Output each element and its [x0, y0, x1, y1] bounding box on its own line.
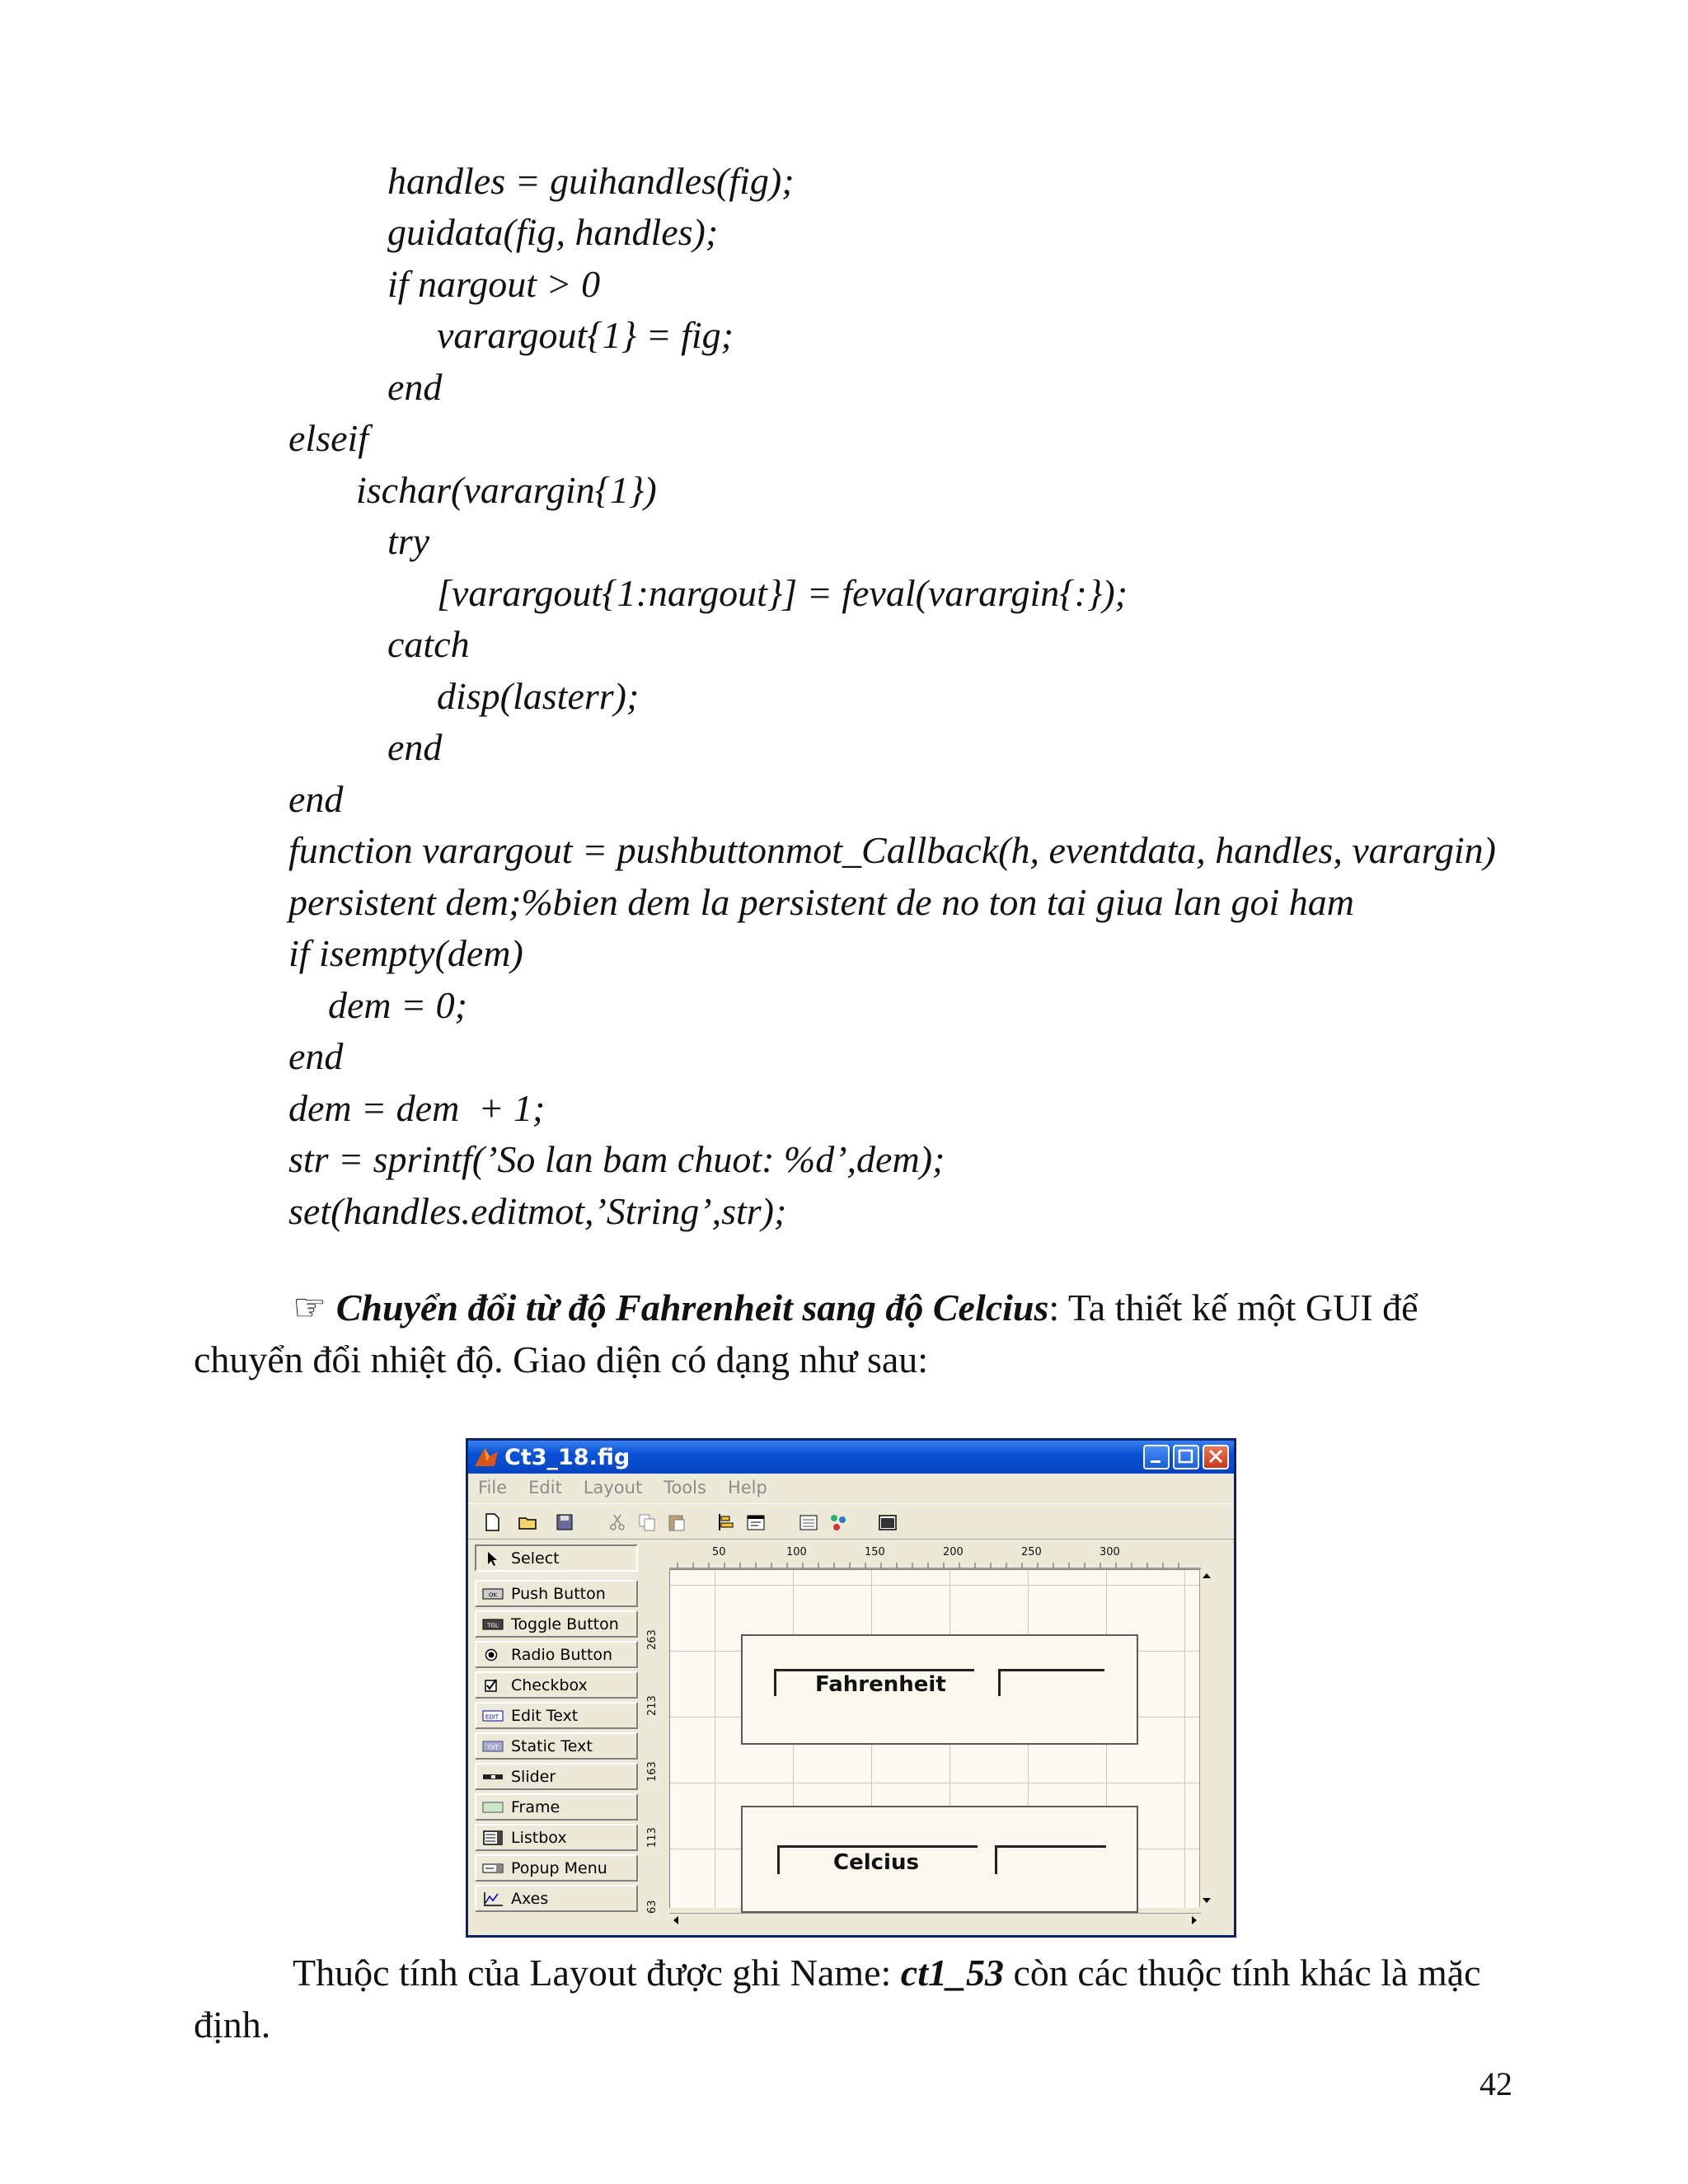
code-line: try — [387, 520, 430, 562]
ruler-tick-label: 150 — [865, 1546, 885, 1558]
menu-file[interactable]: File — [478, 1478, 508, 1497]
palette-label: Axes — [511, 1889, 549, 1908]
code-line: elseif — [288, 417, 369, 459]
edit-text-icon — [481, 1708, 504, 1723]
palette-checkbox[interactable] — [475, 1671, 638, 1699]
code-line: ischar(varargin{1}) — [356, 469, 657, 511]
new-file-icon[interactable] — [481, 1511, 503, 1533]
code-line: end — [387, 726, 443, 768]
palette-label: Listbox — [511, 1828, 567, 1847]
layout-canvas — [643, 1544, 1230, 1933]
copy-icon[interactable] — [636, 1511, 658, 1533]
object-browser-icon[interactable] — [828, 1511, 849, 1533]
push-button-icon — [481, 1586, 504, 1601]
ruler-tick-label: 50 — [712, 1546, 726, 1558]
ruler-tick-label: 263 — [646, 1629, 659, 1650]
palette-label: Push Button — [511, 1584, 606, 1603]
menu-tools[interactable]: Tools — [663, 1478, 706, 1497]
ruler-tick-label: 100 — [786, 1546, 807, 1558]
palette-select[interactable] — [475, 1544, 638, 1572]
vertical-ruler — [643, 1569, 669, 1914]
horizontal-ruler — [669, 1544, 1201, 1569]
checkbox-icon — [481, 1678, 504, 1693]
vertical-scrollbar[interactable] — [1199, 1569, 1213, 1907]
caption-text-before: Thuộc tính của Layout được ghi Name: — [293, 1952, 901, 1994]
scroll-down-icon[interactable] — [1200, 1894, 1213, 1907]
palette-static-text[interactable] — [475, 1732, 638, 1760]
frame-icon — [481, 1800, 504, 1815]
radio-button-icon — [481, 1647, 504, 1662]
menu-editor-icon[interactable] — [745, 1511, 767, 1533]
svg-text:OK: OK — [488, 1591, 498, 1598]
scroll-right-icon[interactable] — [1188, 1914, 1201, 1927]
code-line: end — [288, 1035, 344, 1077]
caption-text-after: còn các thuộc tính khác là mặc định. — [194, 1952, 1481, 2046]
window-title: Ct3_18.fig — [504, 1444, 631, 1470]
menu-help[interactable]: Help — [727, 1478, 767, 1497]
palette-radio-button[interactable] — [475, 1641, 638, 1668]
section-text: : Ta thiết kế một GUI để chuyển đổi nhiệt độ. Giao diện có dạng như sau: — [194, 1286, 1418, 1380]
palette-listbox[interactable] — [475, 1824, 638, 1851]
axes-icon — [481, 1891, 504, 1906]
code-line: disp(lasterr); — [437, 675, 640, 717]
maximize-button[interactable] — [1173, 1445, 1199, 1469]
close-button[interactable] — [1203, 1445, 1229, 1469]
code-line: function varargout = pushbuttonmot_Callback(h, eventdata, handles, varargin) — [288, 829, 1496, 871]
ruler-tick-label: 113 — [646, 1827, 659, 1848]
code-line: if nargout > 0 — [387, 263, 601, 305]
ruler-tick-label: 300 — [1100, 1546, 1120, 1558]
palette-label: Popup Menu — [511, 1858, 607, 1877]
design-grid — [669, 1569, 1202, 1908]
slider-icon — [481, 1769, 504, 1784]
matlab-logo-icon — [473, 1445, 501, 1469]
ruler-ticks — [669, 1544, 1201, 1569]
component-palette — [475, 1544, 638, 1915]
palette-label: Static Text — [511, 1736, 593, 1755]
palette-label: Edit Text — [511, 1706, 579, 1725]
code-line: end — [387, 366, 443, 408]
fahrenheit-edit-box[interactable] — [998, 1669, 1104, 1696]
activate-figure-icon[interactable] — [877, 1511, 898, 1533]
palette-label: Toggle Button — [511, 1615, 619, 1633]
palette-push-button[interactable] — [475, 1580, 638, 1607]
toggle-button-icon — [481, 1617, 504, 1632]
scroll-up-icon[interactable] — [1200, 1569, 1213, 1582]
ruler-tick-label: 213 — [646, 1695, 659, 1716]
code-line: persistent dem;%bien dem la persistent de no ton tai giua lan goi ham — [288, 881, 1354, 923]
cursor-arrow-icon — [481, 1551, 504, 1566]
celcius-edit-box[interactable] — [995, 1845, 1106, 1874]
menu-edit[interactable]: Edit — [528, 1478, 562, 1497]
svg-text:TGL: TGL — [487, 1622, 499, 1629]
fahrenheit-label: Fahrenheit — [815, 1672, 946, 1697]
layout-name: ct1_53 — [900, 1952, 1004, 1994]
ruler-tick-label: 63 — [646, 1900, 659, 1914]
palette-label: Slider — [511, 1767, 556, 1786]
code-line: dem = 0; — [328, 984, 467, 1026]
menu-bar — [468, 1474, 1234, 1502]
palette-label: Frame — [511, 1797, 560, 1816]
guide-window — [466, 1438, 1236, 1938]
scroll-left-icon[interactable] — [669, 1914, 682, 1927]
minimize-button[interactable] — [1143, 1445, 1170, 1469]
caption-paragraph — [194, 1947, 1521, 2050]
svg-text:EDIT: EDIT — [485, 1713, 499, 1720]
pointing-hand-icon: ☞ — [293, 1286, 327, 1329]
code-line: catch — [387, 623, 470, 665]
palette-edit-text[interactable] — [475, 1702, 638, 1729]
svg-text:TXT: TXT — [487, 1744, 499, 1750]
popup-menu-icon — [481, 1861, 504, 1876]
window-titlebar — [468, 1441, 1234, 1474]
open-folder-icon[interactable] — [518, 1511, 539, 1533]
menu-layout[interactable]: Layout — [583, 1478, 643, 1497]
toolbar — [468, 1503, 1234, 1540]
close-icon — [1204, 1446, 1227, 1468]
listbox-icon — [481, 1830, 504, 1845]
maximize-icon — [1175, 1446, 1198, 1468]
section-paragraph — [194, 1282, 1521, 1385]
palette-label: Checkbox — [511, 1675, 588, 1694]
code-line: varargout{1} = fig; — [437, 314, 734, 356]
celcius-frame[interactable] — [741, 1806, 1138, 1913]
palette-label: Select — [511, 1549, 560, 1568]
code-line: set(handles.editmot,’String’,str); — [288, 1190, 787, 1232]
palette-label: Radio Button — [511, 1645, 613, 1664]
palette-slider[interactable] — [475, 1763, 638, 1790]
palette-axes[interactable] — [475, 1885, 638, 1912]
celcius-label: Celcius — [833, 1850, 919, 1875]
page-number: 42 — [1479, 2065, 1512, 2102]
palette-frame[interactable] — [475, 1793, 638, 1821]
code-line: end — [288, 778, 344, 820]
code-line: str = sprintf(’So lan bam chuot: %d’,dem); — [288, 1138, 945, 1180]
ruler-tick-label: 250 — [1021, 1546, 1042, 1558]
ruler-tick-label: 200 — [943, 1546, 964, 1558]
static-text-icon — [481, 1739, 504, 1754]
code-line: if isempty(dem) — [288, 932, 523, 974]
ruler-tick-label: 163 — [646, 1761, 659, 1782]
code-line: [varargout{1:nargout}] = feval(varargin{:}); — [437, 572, 1128, 614]
save-icon[interactable] — [554, 1511, 575, 1533]
align-objects-icon[interactable] — [715, 1511, 737, 1533]
property-inspector-icon[interactable] — [798, 1511, 819, 1533]
fahrenheit-frame[interactable] — [741, 1634, 1138, 1745]
code-line: handles = guihandles(fig); — [387, 160, 795, 202]
palette-popup-menu[interactable] — [475, 1854, 638, 1882]
section-heading: Chuyển đổi từ độ Fahrenheit sang độ Celcius — [335, 1286, 1049, 1329]
paste-icon[interactable] — [666, 1511, 687, 1533]
code-line: guidata(fig, handles); — [387, 211, 719, 253]
minimize-icon — [1145, 1446, 1168, 1468]
cut-icon[interactable] — [607, 1511, 628, 1533]
palette-toggle-button[interactable] — [475, 1610, 638, 1638]
horizontal-scrollbar[interactable] — [669, 1913, 1201, 1927]
code-line: dem = dem + 1; — [288, 1087, 546, 1129]
